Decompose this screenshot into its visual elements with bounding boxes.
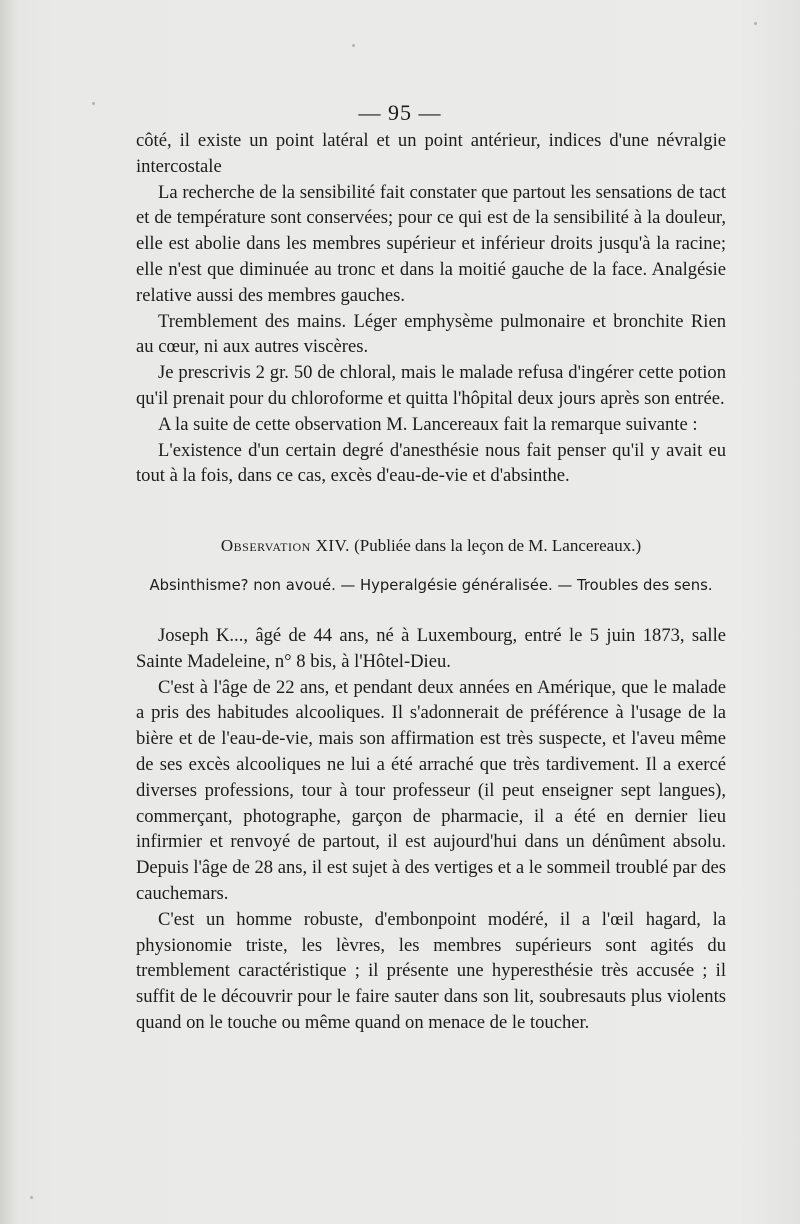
paragraph-examination: C'est un homme robuste, d'embonpoint modéré, il a l'œil hagard, la physionomie triste, les lèvres, les membres supérieurs sont agités du tremblement caractéristique ; il présente une hyperesthésie très accusée ; il suffit de le découvrir pour le faire sauter dans son lit, soubresauts plus violents quand on le touche ou même quand on menace de le toucher.: [136, 908, 726, 1033]
paragraph-remark-intro: A la suite de cette observation M. Lancereaux fait la remarque suivante :: [158, 413, 698, 435]
paragraph-history: C'est à l'âge de 22 ans, et pendant deux années en Amérique, que le malade a pris des habitudes alcooliques. Il s'adonnerait de préférence à l'usage de la bière et de l'eau-de-vie, mais son affirmation est très suspecte, et l'aveu même de ses excès alcooliques ne lui a été arraché que très tardivement. Il a exercé diverses professions, tour à tour professeur (il peut enseigner sept langues), commerçant, photographe, garçon de pharmacie, il a été en dernier lieu infirmier et renvoyé de partout, il est aujourd'hui dans un dénûment absolu. Depuis l'âge de 28 ans, il est sujet à des vertiges et a le sommeil troublé par des cauchemars.: [136, 676, 726, 904]
body-text: [136, 128, 726, 1036]
paper-speck: [92, 102, 95, 105]
observation-heading: [136, 533, 726, 559]
paragraph-patient-intro: Joseph K..., âgé de 44 ans, né à Luxembourg, entré le 5 juin 1873, salle Sainte Madeleine, n° 8 bis, à l'Hôtel-Dieu.: [136, 624, 726, 672]
paper-speck: [30, 1196, 33, 1199]
paragraph-continued: côté, il existe un point latéral et un point antérieur, indices d'une névralgie intercostale: [136, 130, 726, 177]
page-number: — 95 —: [358, 100, 442, 125]
observation-summary: Absinthisme? non avoué. — Hyperalgésie généralisée. — Troubles des sens.: [149, 576, 713, 594]
paragraph-sensibility: La recherche de la sensibilité fait constater que partout les sensations de tact et de température sont conservées; pour ce qui est de la sensibilité à la douleur, elle est abolie dans les membres supérieur et inférieur droits jusqu'à la racine; elle n'est que diminuée au tronc et dans la moitié gauche de la face. Analgésie relative aussi des membres gauches.: [136, 181, 726, 306]
paragraph-prescription: Je prescrivis 2 gr. 50 de chloral, mais le malade refusa d'ingérer cette potion qu'il prenait pour du chloroforme et quitta l'hôpital deux jours après son entrée.: [136, 362, 726, 409]
paragraph-tremor: Tremblement des mains. Léger emphysème pulmonaire et bronchite Rien au cœur, ni aux autres viscères.: [136, 310, 726, 358]
paragraph-remark: L'existence d'un certain degré d'anesthésie nous fait penser qu'il y avait eu tout à la fois, dans ce cas, excès d'eau-de-vie et d'absinthe.: [136, 439, 726, 487]
observation-note: (Publiée dans la leçon de M. Lancereaux.): [354, 536, 642, 556]
observation-label: Observation XIV.: [220, 536, 350, 556]
paper-speck: [754, 22, 757, 25]
paper-speck: [352, 44, 355, 47]
